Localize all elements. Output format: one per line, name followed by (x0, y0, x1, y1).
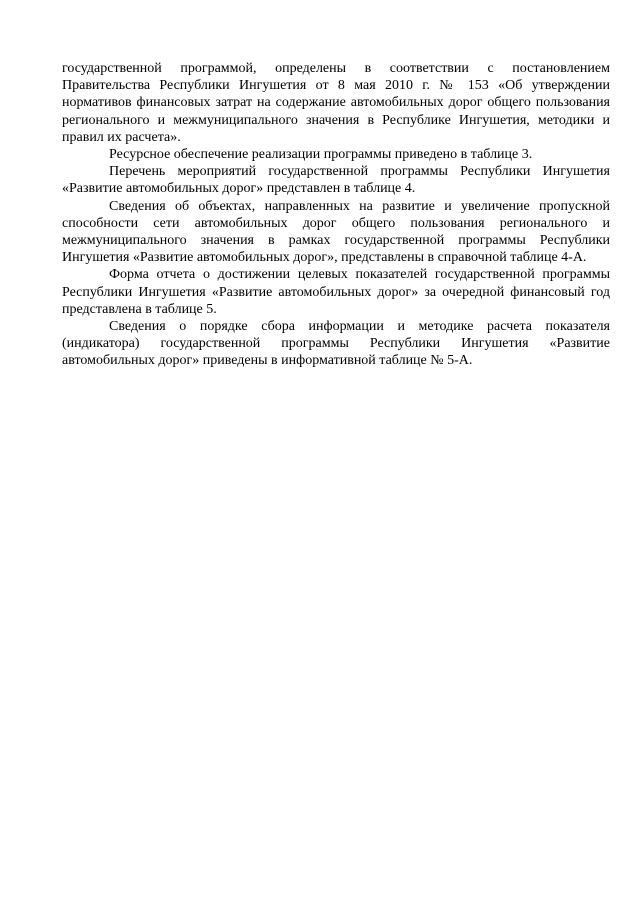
paragraph-objects-info: Сведения об объектах, направленных на развитие и увеличение пропускной способности сети автомобильных дорог общего пользования регионального и межмуниципального значения в рамках государственной программы Республики Ингушетия «Развитие автомобильных дорог», представлены в справочной таблице 4-А. (62, 198, 610, 266)
paragraph-resource-provision: Ресурсное обеспечение реализации программы приведено в таблице 3. (109, 147, 533, 163)
paragraph-continuation: государственной программой, определены в соответствии с постановлением Правительства Республики Ингушетия от 8 мая 2010 г. № 153 «Об утверждении нормативов финансовых затрат на содержание автомобильных дорог общего пользования регионального и межмуниципального значения в Республике Ингушетия, методики и правил их расчета». (62, 61, 610, 145)
paragraph-report-form: Форма отчета о достижении целевых показателей государственной программы Республики Ингушетия «Развитие автомобильных дорог» за очередной финансовый год представлена в таблице 5. (62, 267, 610, 317)
paragraph-activities-list: Перечень мероприятий государственной программы Республики Ингушетия «Развитие автомобильных дорог» представлен в таблице 4. (62, 164, 610, 197)
paragraph-indicator-methodology: Сведения о порядке сбора информации и методике расчета показателя (индикатора) государственной программы Республики Ингушетия «Развитие автомобильных дорог» приведены в информативной таблице № 5-А. (62, 319, 610, 369)
document-body (62, 60, 610, 370)
